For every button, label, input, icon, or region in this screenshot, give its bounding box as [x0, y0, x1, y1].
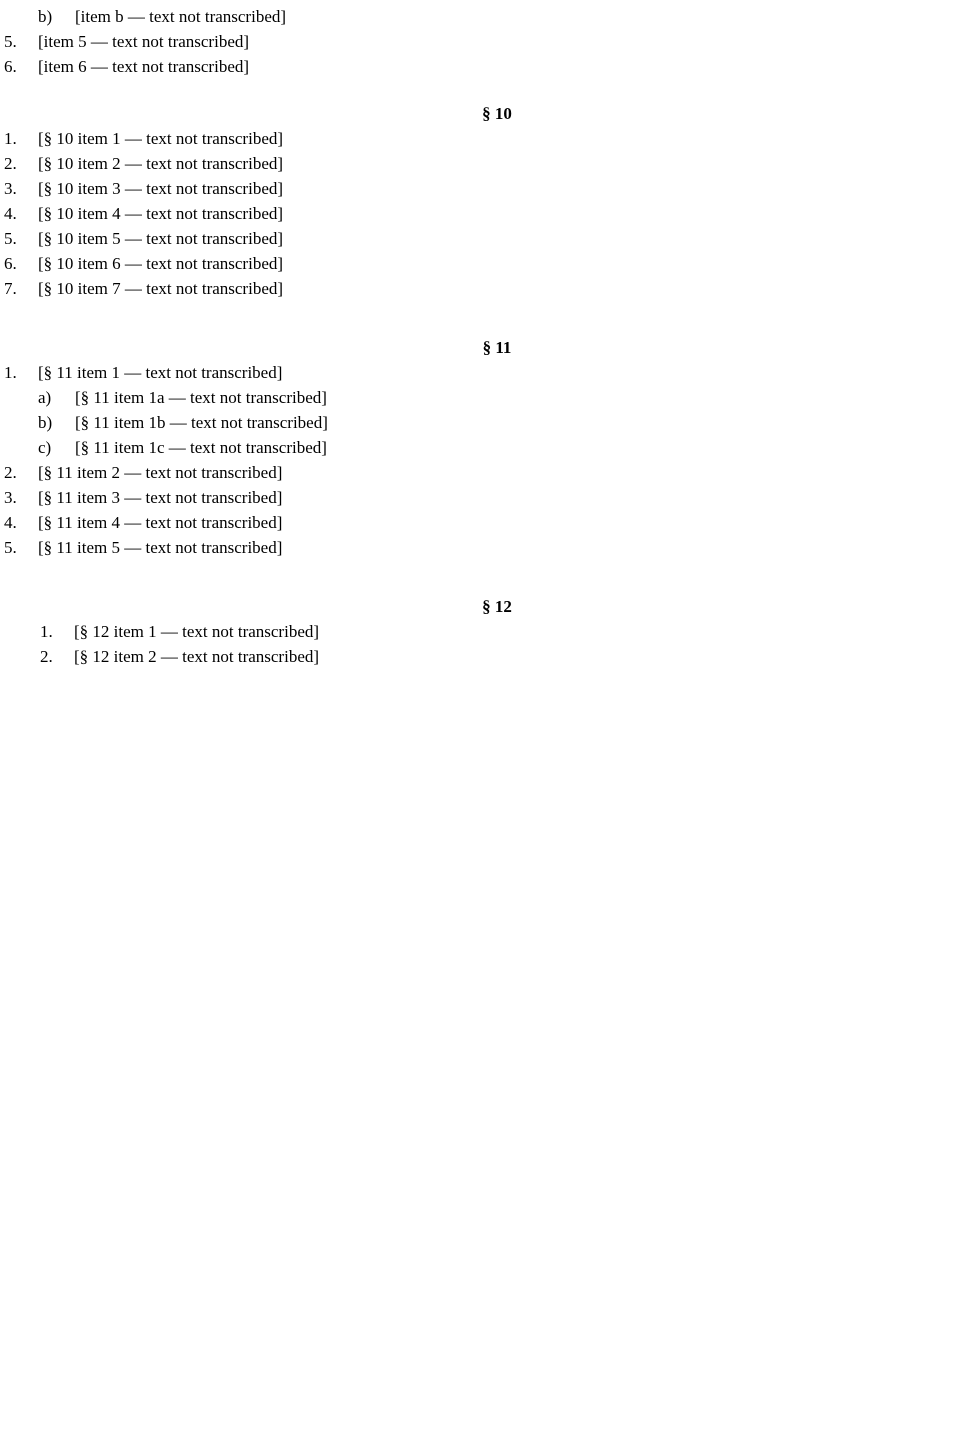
list-item-text: [§ 10 item 4 — text not transcribed] — [38, 204, 284, 223]
list-marker: c) — [38, 438, 52, 457]
section11-item-1 — [4, 360, 956, 385]
list-marker: 5. — [4, 32, 17, 51]
list-marker: 6. — [4, 57, 17, 76]
section11-item-1c — [38, 435, 956, 460]
list-marker: 2. — [40, 647, 53, 666]
list-marker: 3. — [4, 179, 17, 198]
list-marker: a) — [38, 388, 52, 407]
list-item-text: [§ 11 item 3 — text not transcribed] — [38, 488, 283, 507]
list-item-text: [§ 11 item 1 — text not transcribed] — [38, 363, 283, 382]
section12-item-1 — [40, 619, 956, 644]
section11-item-3 — [4, 485, 956, 510]
section11-item-1b — [38, 410, 956, 435]
list-marker: b) — [38, 413, 53, 432]
list-item-text: [§ 11 item 1a — text not transcribed] — [75, 388, 327, 407]
list-item-text: [§ 11 item 2 — text not transcribed] — [38, 463, 283, 482]
list-marker: 2. — [4, 463, 17, 482]
list-item-text: [§ 10 item 7 — text not transcribed] — [38, 279, 284, 298]
list-marker: 6. — [4, 254, 17, 273]
list-item-text: [§ 10 item 6 — text not transcribed] — [38, 254, 284, 273]
section10-item-2 — [4, 151, 956, 176]
section11-item-4 — [4, 510, 956, 535]
section-heading-11: § 11 — [482, 338, 512, 357]
section11-item-1a — [38, 385, 956, 410]
list-marker: 7. — [4, 279, 17, 298]
list-marker: 2. — [4, 154, 17, 173]
section10-item-1 — [4, 126, 956, 151]
intro-item-b — [38, 4, 956, 29]
list-marker: 4. — [4, 204, 17, 223]
list-item-text: [§ 11 item 5 — text not transcribed] — [38, 538, 283, 557]
list-item-text: [§ 10 item 3 — text not transcribed] — [38, 179, 284, 198]
section11-item-5 — [4, 535, 956, 560]
intro-item-5 — [4, 29, 956, 54]
list-item-text: [item 6 — text not transcribed] — [38, 57, 250, 76]
section11-item-2 — [4, 460, 956, 485]
list-marker: 3. — [4, 488, 17, 507]
list-marker: 5. — [4, 229, 17, 248]
list-item-text: [item b — text not transcribed] — [75, 7, 287, 26]
list-item-text: [§ 10 item 2 — text not transcribed] — [38, 154, 284, 173]
list-marker: b) — [38, 7, 53, 26]
section12-item-2 — [40, 644, 956, 669]
list-marker: 1. — [4, 363, 17, 382]
list-item-text: [§ 11 item 4 — text not transcribed] — [38, 513, 283, 532]
list-marker: 1. — [4, 129, 17, 148]
list-marker: 4. — [4, 513, 17, 532]
section10-item-5 — [4, 226, 956, 251]
list-marker: 5. — [4, 538, 17, 557]
section-heading-12: § 12 — [482, 597, 512, 616]
section10-item-4 — [4, 201, 956, 226]
list-marker: 1. — [40, 622, 53, 641]
section-heading-10: § 10 — [482, 104, 512, 123]
list-item-text: [§ 12 item 2 — text not transcribed] — [74, 647, 320, 666]
intro-item-6 — [4, 54, 956, 79]
list-item-text: [§ 10 item 5 — text not transcribed] — [38, 229, 284, 248]
list-item-text: [item 5 — text not transcribed] — [38, 32, 250, 51]
list-item-text: [§ 11 item 1c — text not transcribed] — [75, 438, 327, 457]
section10-item-7 — [4, 276, 956, 301]
list-item-text: [§ 12 item 1 — text not transcribed] — [74, 622, 320, 641]
section10-item-6 — [4, 251, 956, 276]
list-item-text: [§ 11 item 1b — text not transcribed] — [75, 413, 328, 432]
section10-item-3 — [4, 176, 956, 201]
list-item-text: [§ 10 item 1 — text not transcribed] — [38, 129, 284, 148]
